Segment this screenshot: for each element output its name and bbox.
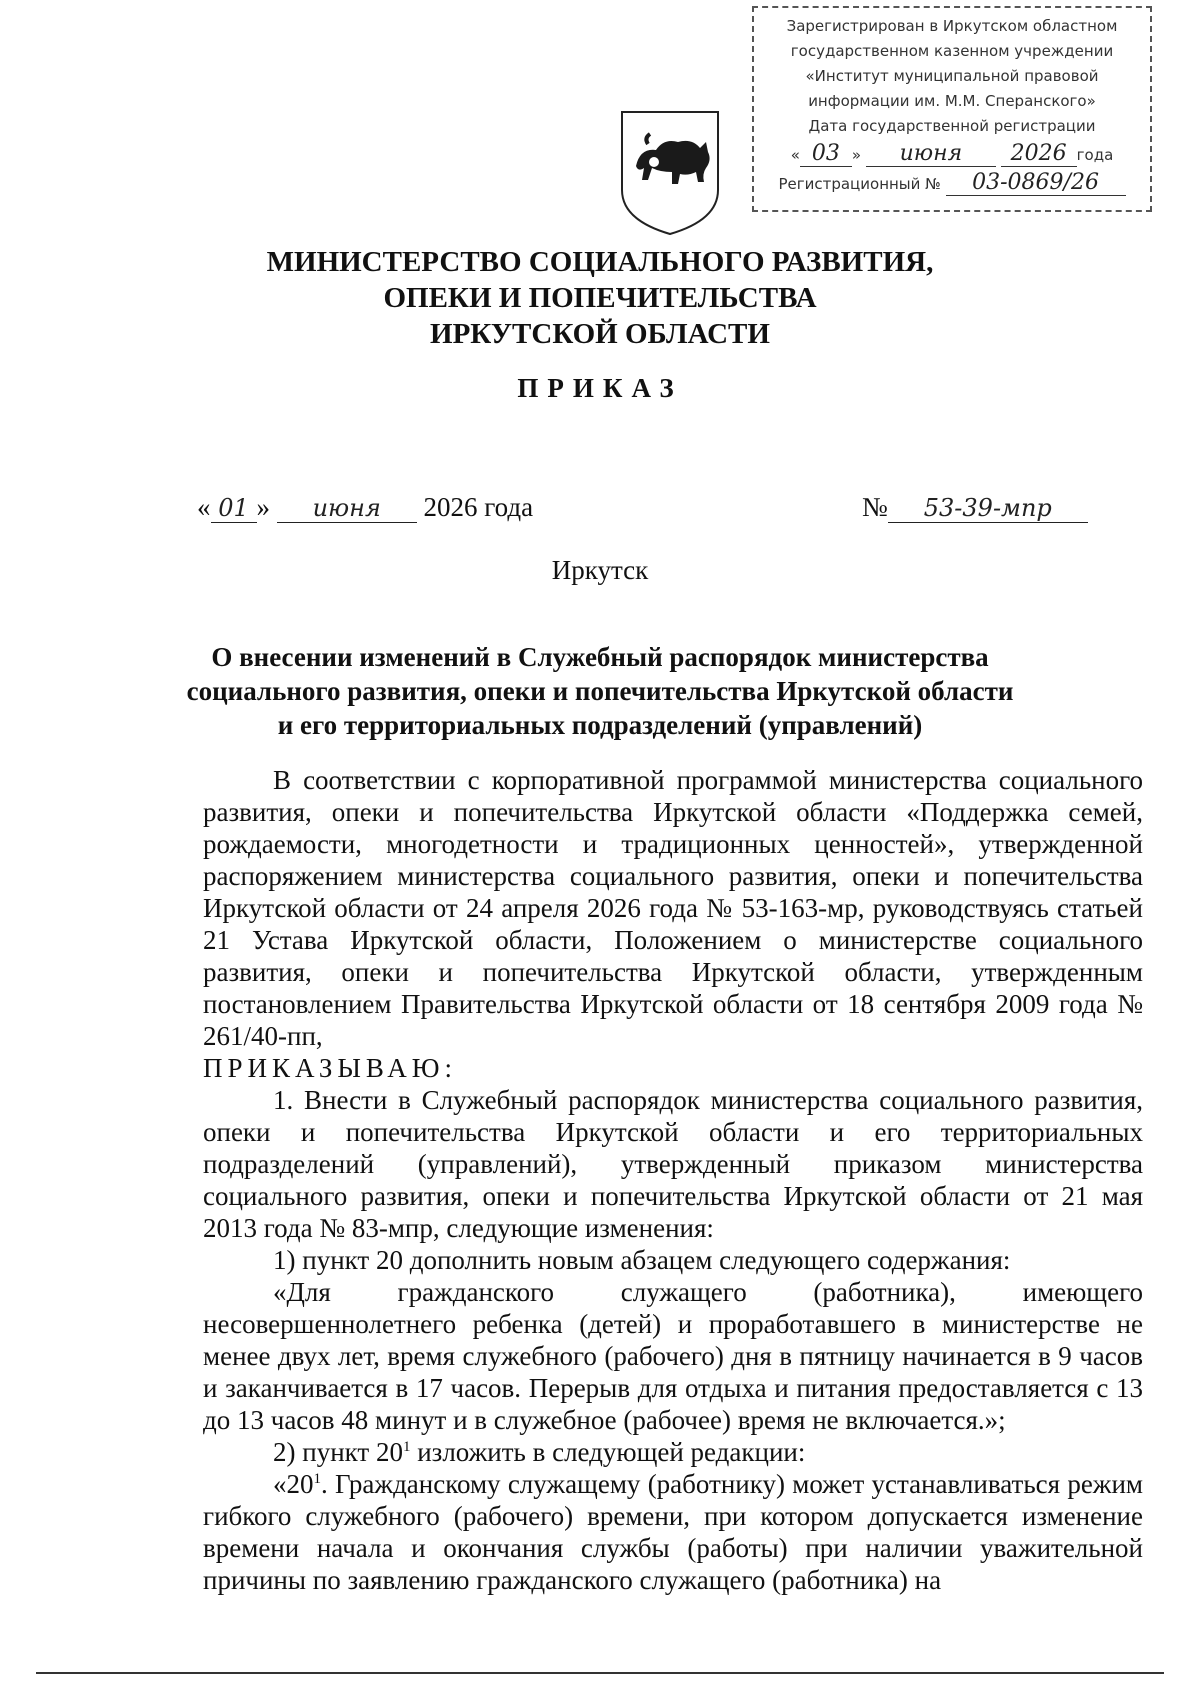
stamp-date-suffix: года	[1076, 146, 1114, 164]
subclause-2-text-b: изложить в следующей редакции:	[410, 1437, 806, 1467]
stamp-reg-number: 03-0869/26	[946, 170, 1126, 196]
date-month: июня	[277, 494, 417, 523]
order-number	[862, 492, 1088, 523]
date-day: 01	[211, 494, 257, 523]
subclause-2-text-a: 2) пункт 20	[273, 1437, 403, 1467]
subclause-1-paragraph: 1) пункт 20 дополнить новым абзацем следующего содержания:	[273, 1245, 1011, 1275]
preamble-paragraph: В соответствии с корпоративной программой министерства социального развития, опеки и попечительства Иркутской области «Поддержка семей, рождаемости, многодетности и традиционных ценностей», утвержденной распоряжением министерства социального развития, опеки и попечительства Иркутской области от 24 апреля 2026 года № 53-163-мр, руководствуясь статьей 21 Устава Иркутской области, Положением о министерстве социального развития, опеки и попечительства Иркутской области, утвержденным постановлением Правительства Иркутской области от 18 сентября 2009 года № 261/40-пп,	[203, 765, 1143, 1051]
order-title-line-3: и его территориальных подразделений (управлений)	[277, 710, 923, 740]
stamp-date-year: 2026	[1001, 141, 1077, 167]
order-date	[197, 492, 533, 523]
stamp-line-5: Дата государственной регистрации	[808, 117, 1096, 135]
date-quote-close: »	[256, 492, 270, 522]
order-title	[0, 640, 1200, 742]
city-name: Иркутск	[551, 555, 649, 585]
number-label: №	[862, 492, 888, 522]
stamp-line-2: государственном казенном учреждении	[790, 42, 1114, 60]
ministry-name-line-2: ОПЕКИ И ПОПЕЧИТЕЛЬСТВА	[383, 282, 817, 314]
stamp-date-day: 03	[800, 141, 852, 167]
decree-word: ПРИКАЗЫВАЮ:	[203, 1053, 457, 1083]
date-year: 2026 года	[423, 492, 534, 522]
new-paragraph-text: «Для гражданского служащего (работника), имеющего несовершеннолетнего ребенка (детей) и проработавшего в министерстве не менее двух лет, время служебного (рабочего) дня в пятницу начинается в 9 часов и заканчивается в 17 часов. Перерыв для отдыха и питания предоставляется с 13 до 13 часов 48 минут и в служебное (рабочее) время не включается.»;	[203, 1277, 1143, 1435]
new-item-text-a: «20	[273, 1469, 314, 1499]
ministry-name-line-3: ИРКУТСКОЙ ОБЛАСТИ	[430, 318, 770, 350]
stamp-quote-open: «	[790, 146, 800, 164]
clause-1-paragraph: 1. Внести в Служебный распорядок министерства социального развития, опеки и попечительства Иркутской области и его территориальных подразделений (управлений), утвержденный приказом министерства социального развития, опеки и попечительства Иркутской области от 21 мая 2013 года № 83-мпр, следующие изменения:	[203, 1085, 1143, 1243]
new-item-text-b: . Гражданскому служащему (работнику) может устанавливаться режим гибкого служебного (рабочего) времени, при котором допускается изменение времени начала и окончания службы (работы) при наличии уважительной причины по заявлению гражданского служащего (работника) на	[203, 1469, 1143, 1595]
subclause-2-superscript: 1	[402, 1439, 411, 1455]
stamp-registration-number	[754, 170, 1150, 197]
stamp-line-4: информации им. М.М. Сперанского»	[808, 92, 1096, 110]
bottom-divider	[36, 1672, 1164, 1674]
document-body	[203, 764, 1143, 1596]
document-type-title: ПРИКАЗ	[517, 373, 683, 403]
registration-stamp	[752, 6, 1152, 212]
order-title-line-1: О внесении изменений в Служебный распорядок министерства	[211, 642, 989, 672]
stamp-reg-label: Регистрационный №	[778, 175, 941, 193]
ministry-name-line-1: МИНИСТЕРСТВО СОЦИАЛЬНОГО РАЗВИТИЯ,	[266, 246, 934, 278]
coat-of-arms-icon	[618, 108, 722, 238]
number-value: 53-39-мпр	[888, 494, 1088, 523]
new-item-superscript: 1	[313, 1471, 321, 1487]
stamp-registration-date	[754, 141, 1150, 168]
stamp-quote-close: »	[851, 146, 862, 164]
new-item-text	[203, 1468, 1143, 1596]
stamp-line-1: Зарегистрирован в Иркутском областном	[786, 17, 1118, 35]
order-title-line-2: социального развития, опеки и попечительства Иркутской области	[186, 676, 1014, 706]
stamp-date-month: июня	[866, 141, 996, 167]
stamp-line-3: «Институт муниципальной правовой	[805, 67, 1099, 85]
subclause-2-paragraph	[203, 1436, 1143, 1468]
date-quote-open: «	[197, 492, 211, 522]
